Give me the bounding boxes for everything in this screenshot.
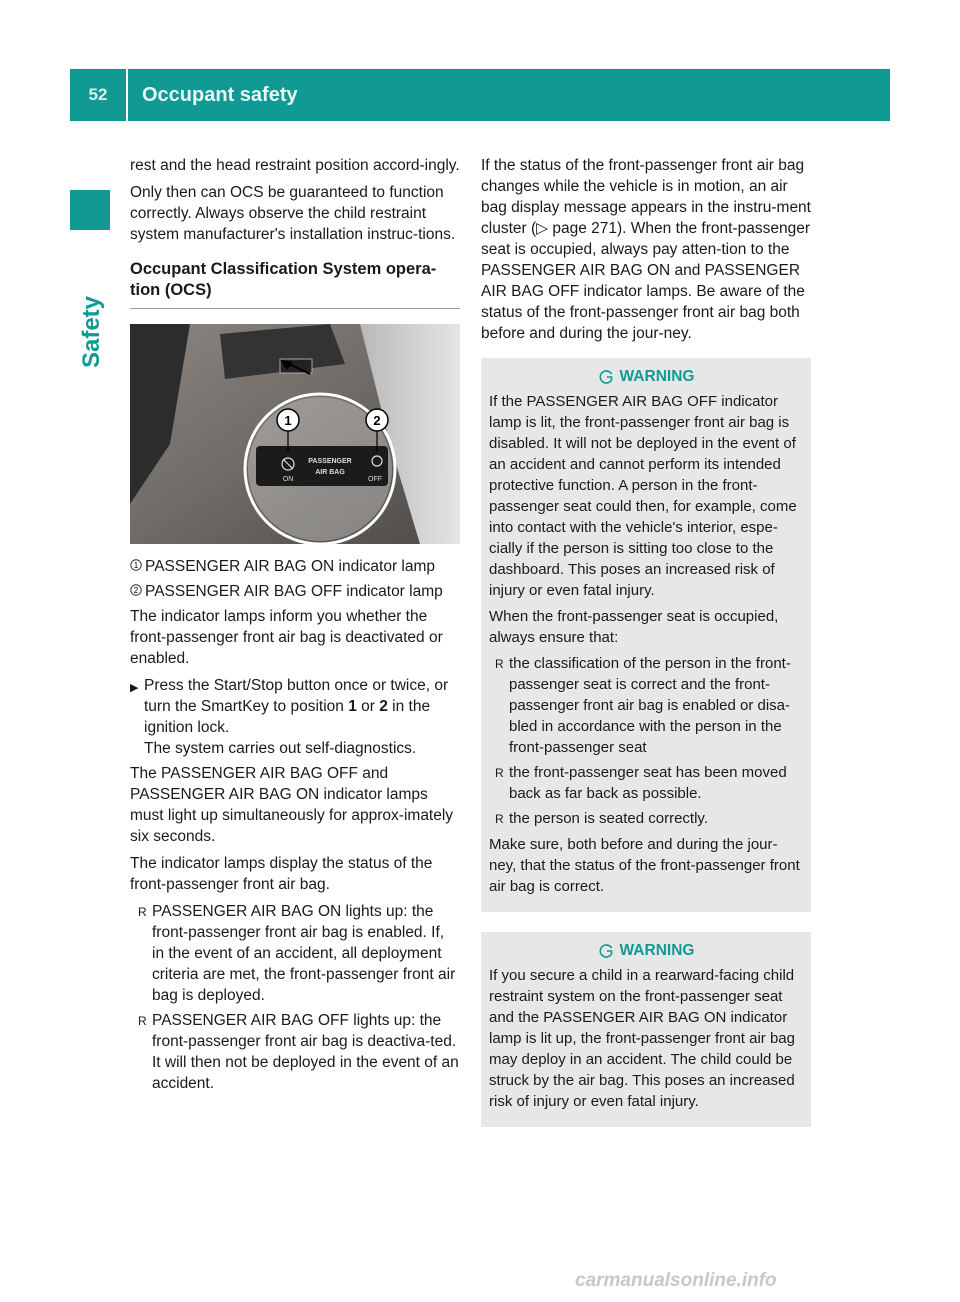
callout-icon [130,581,145,602]
paragraph: Only then can OCS be guaranteed to function correctly. Always observe the child restraint system manufacturer's installation instruc-tions. [130,184,456,243]
warning-heading: WARNING [489,366,803,387]
svg-text:2: 2 [133,586,139,595]
panel-line-1: PASSENGER [308,458,352,465]
warning-text: Make sure, both before and during the jour-ney, that the status of the front-passenger front air bag is correct. [489,836,800,895]
callout-1-label: 1 [284,413,292,428]
off-label: OFF [368,476,382,483]
panel-line-2: AIR BAG [315,469,345,476]
watermark: carmanualsonline.info [575,1270,777,1291]
ocs-indicator-photo [130,324,460,544]
bullet-icon: R [495,766,504,780]
paragraph: The indicator lamps display the status of the front-passenger front air bag. [130,855,433,893]
bullet-icon: R [495,812,504,826]
warning-text: When the front-passenger seat is occupied, always ensure that: [489,608,779,646]
bullet-icon: R [138,1014,147,1028]
svg-text:1: 1 [133,561,139,570]
page-number: 52 [88,85,108,104]
warning-icon [598,369,614,385]
bullet-item: R PASSENGER AIR BAG OFF lights up: the front-passenger front air bag is deactiva-ted. It will then not be deployed in the event of an accident. [138,1012,459,1092]
warning-heading: WARNING [489,940,803,961]
subheading: Occupant Classification System opera-tion (OCS) [130,259,460,309]
header-divider [126,69,128,121]
section-title: Occupant safety [142,83,298,106]
legend-item [130,581,460,602]
bullet-item: R the front-passenger seat has been moved back as far back as possible. [495,764,787,802]
position-1: 1 [348,698,357,715]
image-code: P68.30-4773-31 [445,476,454,534]
warning-box [481,358,811,912]
paragraph: The PASSENGER AIR BAG OFF and PASSENGER AIR BAG ON indicator lamps must light up simultaneously for approx-imately six seconds. [130,765,454,845]
legend-text: PASSENGER AIR BAG ON indicator lamp [145,558,436,575]
bullet-item: R PASSENGER AIR BAG ON lights up: the front-passenger front air bag is enabled. If, in the event of an accident, all deployment criteria are met, the front-passenger front air bag is deployed. [138,903,456,1004]
bullet-icon: R [138,905,147,919]
side-tab-block [70,190,110,230]
paragraph: If the status of the front-passenger front air bag changes while the vehicle is in motion, an air bag display message appears in the instru-ment cluster (▷ page 271). When the front-passenger seat is occupied, always pay atten-tion to the PASSENGER AIR BAG ON and PASSENGER AIR BAG OFF indicator lamps. Be aware of the status of the front-passenger front air bag both before and during the jour-ney. [481,157,811,342]
right-column [481,155,811,1127]
paragraph: rest and the head restraint position accord-ingly. [130,157,460,174]
callout-icon [130,556,145,577]
callout-2-label: 2 [373,413,381,428]
side-tab-label: Safety [78,295,105,369]
warning-text: If the PASSENGER AIR BAG OFF indicator lamp is lit, the front-passenger front air bag is disabled. It will not be deployed in the event of an accident and cannot perform its intended protective function. A person in the front-passenger seat could then, for example, come into contact with the vehicle's interior, espe-cially if the person is sitting too close to the dashboard. This poses an increased risk of injury or even fatal injury. [489,393,797,599]
legend-text: PASSENGER AIR BAG OFF indicator lamp [145,583,443,600]
legend-item [130,556,460,577]
warning-icon [598,943,614,959]
position-2: 2 [379,698,388,715]
warning-box [481,932,811,1127]
paragraph: The indicator lamps inform you whether the front-passenger front air bag is deactivated or enabled. [130,608,443,667]
bullet-item: R the classification of the person in the front-passenger seat is correct and the front-passenger front air bag is enabled or disa-bled in accordance with the person in the front-passenger seat [495,655,791,756]
bullet-icon: R [495,657,504,671]
instruction-step [130,675,460,759]
ocs-photo-illustration [130,324,460,544]
step-result: The system carries out self-diagnostics. [144,740,417,757]
arrow-icon: ▶ [130,682,139,694]
left-column [130,155,460,1098]
step-text: Press the Start/Stop button once or twice, or turn the SmartKey to position 1 or 2 in the ignition lock. The system carries out self-diagnostics. [144,677,449,757]
bullet-item: R the person is seated correctly. [489,808,803,830]
on-label: ON [282,476,294,483]
warning-text: If you secure a child in a rearward-facing child restraint system on the front-passenger seat and the PASSENGER AIR BAG ON indicator lamp is lit up, the front-passenger front air bag may deploy in an accident. The child could be struck by the air bag. This poses an increased risk of injury or even fatal injury. [489,967,795,1110]
